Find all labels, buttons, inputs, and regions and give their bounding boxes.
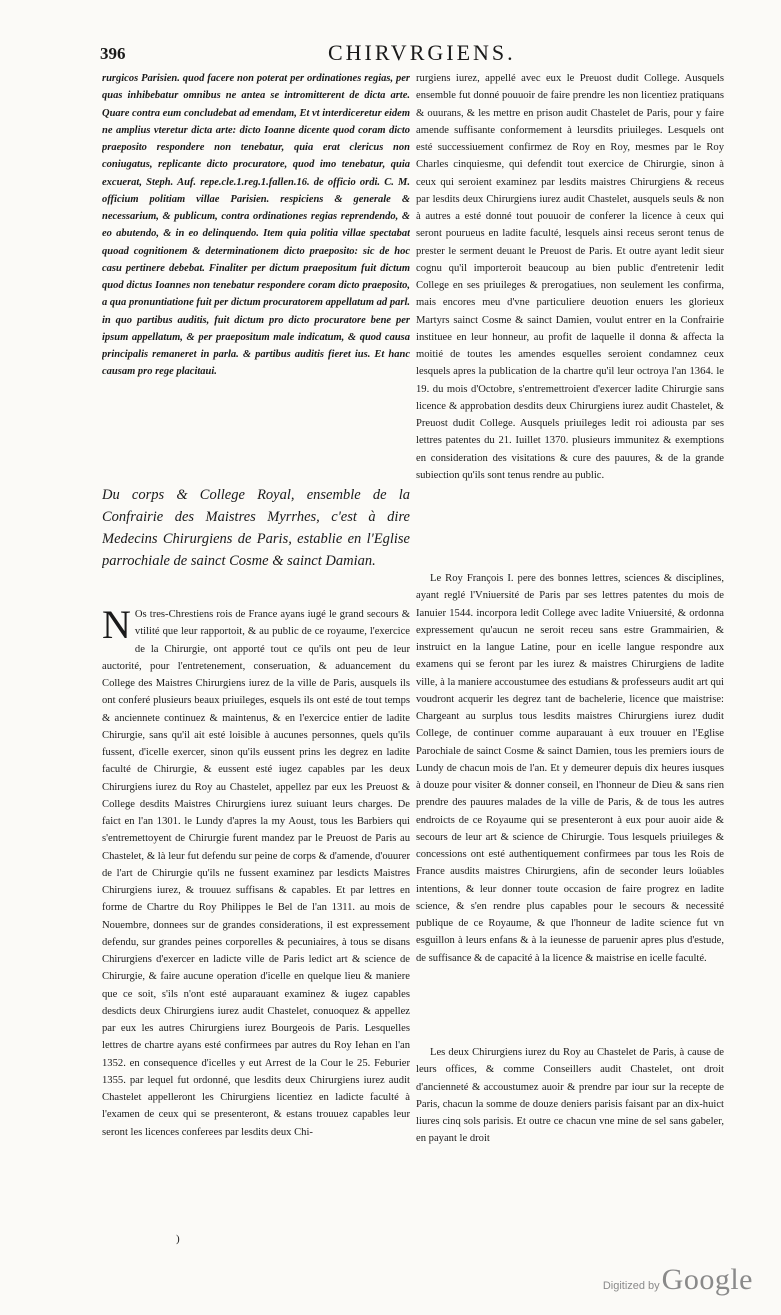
right-paragraph-2: Le Roy François I. pere des bonnes lettres, sciences & disciplines, ayant reglé l'Vniuersité de Paris par ses lettres patentes du mois de Ianuier 1544. incorpora ledit College avec ladite Vniuersité, & ordonna expressement qu'aucun ne seroit receu sans estre Grammairien, & instruict en la langue Latine, pour en icelle langue respondre aux examens qui se feront par les iurez & maistres Chirurgiens de ladite ville, à la maniere accoustumee des estudians & professeurs audit art qui voudront acquerir les degrez tant de bachelerie, licence que maistrise: Chargeant au surplus tous lesdits maistres Chirurgiens iurez dudit College, de continuer comme auparauant à eux trouuer en l'Eglise Parochiale de sainct Cosme & sainct Damien, tous les premiers iours de Lundy de chacun mois de l'an. Et y demeurer depuis dix heures iusques à douze pour visiter & donner conseil, en l'honneur de Dieu & sans rien prendre des pauures malades de la ville de Paris, & de tous les autres endroicts de ce Royaume qui se presenteront à eux pour auoir aide & secours de leur art & science de Chirurgie. Tous lesquels priuileges & concessions ont esté authentiquement confirmees par tous les Rois de France ausdits maistres Chirurgiens, afin de seconder leurs loüables intentions, & leur donner toute occasion de faire progrez en ladite science, & s'en rendre plus capables pour le secours & necessité publique de ce Royaume, & que l'honneur de ladite science fut vn esguillon à leurs enfans & à la ieunesse de paruenir apres plus d'estude, de suffisance & de capacité à la licence & maistrise en icelle faculté. (416, 573, 724, 964)
running-title: CHIRVRGIENS. (328, 40, 516, 65)
latin-pleading-text: rurgicos Parisien. quod facere non poterat per ordinationes regias, per quas inhibebatur omnibus ne antea se intromitterent de dicta arte. Quare contra eum concludebat ad emendam, Et vt interdiceretur eidem ne amplius vteretur dicta arte: dicto Ioanne dicente quod coram dicto praeposito respondere non tenebatur, quia erat clericus non coniugatus, replicante dicto procuratore, quod imo tenebatur, quia excuerat, Steph. Auf. repe.cle.1.reg.1.fallen.16. de officio ordi. C. M. officium politiam villae Parisien. respiciens & generale & necessarium, & publicum, contra ordinationes regias reprendendo, & eo abutendo, & in eo delinquendo. Item quia politia villae spectabat quoad cognitionem & determinationem dicto praeposito: sic de hoc casu pertinere debebat. Finaliter per dictum praepositum fuit dictum quod dictus Ioannes non tenebatur respondere coram dicto praeposito, a qua pronuntiatione fuit per dictum procuratorem appellatum ad parl. in quo partibus auditis, fuit dictum pro dicto procuratore bene per ipsum appellatum, & per praepositum male indicatum, & quod causa principalis remaneret in parla. & partibus auditis fieret ius. Et hanc causam pro rege placitaui. (102, 73, 410, 378)
google-logo: Google (661, 1263, 753, 1296)
signature-mark: ) (176, 1233, 180, 1245)
right-paragraph-3: Les deux Chirurgiens iurez du Roy au Chastelet de Paris, à cause de leurs offices, & comme Conseillers audit Chastelet, ont droit d'ancienneté & accoustumez auoir & prendre par iour sur la recepte de Paris, chacun la somme de douze deniers parisis faisant par an dix-huict liures cinq sols parisis. Et outre ce chacun vne mine de sel sans gabeler, en payant le droit (416, 1047, 724, 1145)
right-column (416, 70, 724, 1266)
left-column (102, 70, 410, 1288)
page-number: 396 (100, 44, 126, 63)
watermark-prefix: Digitized by (602, 1280, 660, 1292)
google-watermark (603, 1263, 753, 1297)
section-title: Du corps & College Royal, ensemble de la Confrairie des Maistres Myrrhes, c'est à dire Medecins Chirurgiens de Paris, establie en l'Eglise parrochiale de sainct Cosme & sainct Damian. (102, 487, 410, 569)
page-header (100, 38, 730, 72)
drop-cap: N (102, 606, 131, 647)
right-paragraph-1: rurgiens iurez, appellé avec eux le Preuost dudit College. Ausquels ensemble fut donné pouuoir de faire prendre les non licentiez pratiquans & ouurans, & les mettre en prison audit Chastelet de Paris, pour y faire amende suffisante conformement à leursdits priuileges. Lesquels ont esté successiuement confirmez de Roy en Roy, mesmes par le Roy Charles cinquiesme, qui defendit tout exercice de Chirurgie, sinon à ceux qui seroient examinez par lesdits maistres Chirurgiens & receus par lesdits deux Chirurgiens iurez audit Chastelet, ausquels seuls & non à autres a esté donné tout pouuoir de conferer la licence à ceux qui seront pourueus en ladite faculté, lesquels ainsi receus seront tenus de prester le serment deuant le Preuost de Paris. Et outre ayant ledit sieur cognu qu'il importeroit beaucoup au bien public d'entretenir ledit College en ses priuileges & prerogatiues, non seulement les confirma, mais encores meu d'vne particuliere deuotion enuers les glorieux Martyrs sainct Cosme & sainct Damien, voulut entrer en la Confrairie instituee en leur honneur, au profit de laquelle il donna & affecta la moitié de toutes les amendes esquelles seroient condamnez ceux lesquels apres la publication de la chartre qu'il leur octroya l'an 1364. le 19. du mois d'Octobre, s'entremettroient d'exercer ladite Chirurgie sans licence & approbation desdits deux Chirurgiens iurez audit Chastelet, & Preuost dudit College. Ausquels priuileges ledit roi adiousta par ses lettres patentes du 21. Iuillet 1370. plusieurs immunitez & exemptions en consideration des visitations & cure des pauures, & de la grande subiection qu'ils sont tenus rendre au public. (416, 73, 724, 481)
left-body-text (102, 606, 410, 1288)
left-body-paragraph: Os tres-Chrestiens rois de France ayans iugé le grand secours & vtilité que leur rapportoit, & au public de ce royaume, l'exercice de la Chirurgie, ont apporté tout ce qu'ils ont peu de leur auctorité, pour l'entretenement, conseruation, & aduancement du College des Maistres Chirurgiens iurez de la ville de Paris, ausquels ils ont conferé plusieurs beaux priuileges, esquels ils ont esté de tout temps & anciennete continuez & maintenus, & en l'exercice entier de ladite Chirurgie, sans qu'il ait esté loisible à aucunes personnes, quels qu'ils fussent, d'icelle exercer, sinon qu'ils eussent prins les degrez en ladite faculté de Chirurgie, & eussent esté iugez capables par les deux Chirurgiens iurez du Roy au Chastelet, appellez par eux les Preuost & College desdits Maistres Chirurgiens iurez suiuant leurs charges. De faict en l'an 1301. le Lundy d'apres la my Aoust, tous les Barbiers qui s'entremettoyent de Chirurgie furent mandez par le Preuost de Paris au Chastelet, & là leur fut defendu sur peine de corps & d'amende, d'ouurer de l'art de Chirurgie qu'ils ne fussent examinez par lesdicts Maistres Chirurgiens iurez, & trouuez suffisans & capables. Et par lettres en forme de Chartre du Roy Philippes le Bel de l'an 1311. au mois de Nouembre, donnees sur de grandes considerations, il est expressement defendu, sur grandes peines corporelles & pecuniaires, à tous se disans Chirurgiens d'exercer en ladicte ville de Paris ledict art & science de Chirurgie, & faire aucune operation d'icelle en quelque lieu & maniere que ce soit, s'ils n'ont esté auparauant examinez & iugez capables desdicts deux Chirurgiens iurez audit Chastelet, conuoquez & appellez par eux les autres Chirurgiens iurez Bourgeois de Paris. Lesquelles lettres de chartre ayans esté confirmees par autres du Roy Iehan en l'an 1352. en consequence d'icelles y eut Arrest de la Cour le 25. Feburier 1355. par lequel fut ordonné, que lesdits deux Chirurgiens iurez audit Chastelet appelleront les Chirurgiens licentiez en ladicte faculté à l'examen de ceux qui se presenteront, & estans trouuez capables leur seront les licences conferees par lesdits deux Chi- (102, 609, 410, 1138)
